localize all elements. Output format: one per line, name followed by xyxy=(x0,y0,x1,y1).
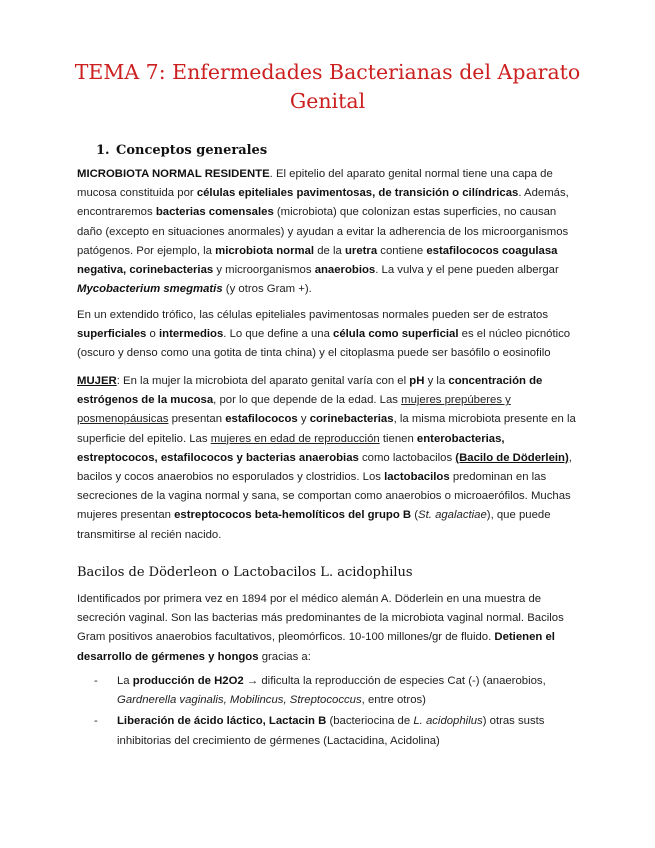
bullet-dash: - xyxy=(94,715,98,728)
term: bacterias comensales xyxy=(155,206,274,219)
term: Liberación de ácido láctico, Lactacin B xyxy=(117,715,327,728)
text: y microorganismos xyxy=(213,264,315,277)
text: . Lo que define a una xyxy=(223,328,334,341)
section-number: 1. xyxy=(96,143,110,158)
bullet-dash: - xyxy=(94,675,98,687)
term: célula como superficial xyxy=(333,328,459,341)
text: ), que puede transmitirse al recién nacido. xyxy=(77,509,551,541)
term-species: St. agalactiae xyxy=(418,509,487,522)
text: En un extendido trófico, las células epiteliales pavimentosas normales pueden ser de estratos xyxy=(77,309,549,321)
text: presentan xyxy=(168,413,226,426)
term: uretra xyxy=(344,244,378,257)
section-heading-conceptos xyxy=(96,143,267,158)
term: anaerobios xyxy=(314,264,376,277)
underlined-text: mujeres en edad de reproducción xyxy=(210,432,380,445)
text: (microbiota) que colonizan estas superficies, no causan daño (excepto en situaciones anormales) y ayudan a evitar la adherencia de los microorganismos patógenos. Por ejemplo, la xyxy=(77,206,569,257)
text: contiene xyxy=(377,244,427,257)
term: estafilococos xyxy=(225,413,298,426)
term: concentración de estrógenos de la mucosa xyxy=(77,375,543,407)
list-item xyxy=(77,712,577,750)
text: ( xyxy=(411,509,419,522)
text: o xyxy=(146,328,159,341)
text: , por lo que depende de la edad. Las xyxy=(213,394,402,407)
paragraph-extendido-trofico xyxy=(77,306,577,364)
section-label: Conceptos generales xyxy=(116,143,268,158)
title-line-2: Genital xyxy=(289,89,366,113)
term: células epiteliales pavimentosas, de transición o cilíndricas xyxy=(196,187,519,200)
text: . Además, encontraremos xyxy=(77,187,569,219)
text: , la misma microbiota presente en la superficie del epitelio. Las xyxy=(77,413,576,445)
term: estafilococos coagulasa negativa, corinebacterias xyxy=(77,244,558,277)
term: intermedios xyxy=(158,328,224,341)
text: gracias a: xyxy=(258,650,311,663)
underlined-text: mujeres prepúberes y posmenopáusicas xyxy=(77,394,511,426)
term-species: Mycobacterium smegmatis xyxy=(77,283,223,296)
term-bacilo-doderlein: (Bacilo de Döderlein) xyxy=(455,451,569,464)
term: lactobacilos xyxy=(384,471,450,484)
text: ) otras susts inhibitorias del crecimiento de gérmenes (Lactacidina, Acidolina) xyxy=(117,715,545,747)
text: . La vulva y el pene pueden albergar xyxy=(375,264,559,277)
page-title xyxy=(60,58,595,116)
bullet-list xyxy=(77,672,577,753)
text: y la xyxy=(424,375,449,387)
term-microbiota-residente: MICROBIOTA NORMAL RESIDENTE xyxy=(77,168,270,180)
term: enterobacterias, estreptococos, estafilococos y bacterias anaerobias xyxy=(77,432,505,464)
text: , bacilos y cocos anaerobios no esporulados y clostridios. Los xyxy=(77,451,572,484)
text: , entre otros) xyxy=(361,694,426,707)
subheading-bacilos-doderleon: Bacilos de Döderleon o Lactobacilos L. acidophilus xyxy=(77,565,413,580)
text: tienen xyxy=(379,432,417,445)
text: predominan en las secreciones de la vagina normal y sana, se comportan como anaerobios o microaerófilos. Muchas mujeres presentan xyxy=(77,471,571,522)
paragraph-microbiota-residente xyxy=(77,165,577,299)
term: corinebacterias xyxy=(309,413,394,426)
text: La xyxy=(117,675,133,687)
term: superficiales xyxy=(77,328,147,341)
term: estreptococos beta-hemolíticos del grupo B xyxy=(174,509,412,522)
term: producción de H2O2 xyxy=(132,675,244,687)
text: de la xyxy=(314,244,345,257)
text: . El epitelio del aparato genital normal tiene una capa de mucosa constituida por xyxy=(77,168,553,200)
text: : En la mujer la microbiota del aparato genital varía con el xyxy=(116,375,410,387)
term: pH xyxy=(409,375,425,387)
term: microbiota normal xyxy=(215,244,315,257)
text: es el núcleo picnótico (oscuro y denso como una gotita de tinta china) y el citoplasma puede ser basófilo o eosinofilo xyxy=(77,328,571,360)
term: Detienen el desarrollo de gérmenes y hongos xyxy=(77,631,555,663)
text: → dificulta la reproducción de especies Cat (-) (anaerobios, xyxy=(243,675,546,687)
text: (bacteriocina de xyxy=(326,715,414,728)
text: y xyxy=(297,413,310,426)
term-species: Gardnerella vaginalis, Mobilincus, Streptococcus xyxy=(117,694,362,707)
term-species: L. acidophilus xyxy=(413,715,483,728)
text: Identificados por primera vez en 1894 por el médico alemán A. Döderlein en una muestra de secreción vaginal. Son las bacterias más predominantes de la microbiota vaginal normal. Bacilos Gram positivos anaerobios facultativos, pleomórficos. 10-100 millones/gr de fluido. xyxy=(77,593,564,644)
title-line-1: TEMA 7: Enfermedades Bacterianas del Aparato xyxy=(74,60,581,84)
text: (y otros Gram +). xyxy=(222,283,312,296)
term-mujer: MUJER xyxy=(77,375,117,387)
text: como lactobacilos xyxy=(358,451,456,464)
paragraph-mujer xyxy=(77,372,577,545)
list-item xyxy=(77,672,577,710)
paragraph-identificados xyxy=(77,590,577,667)
